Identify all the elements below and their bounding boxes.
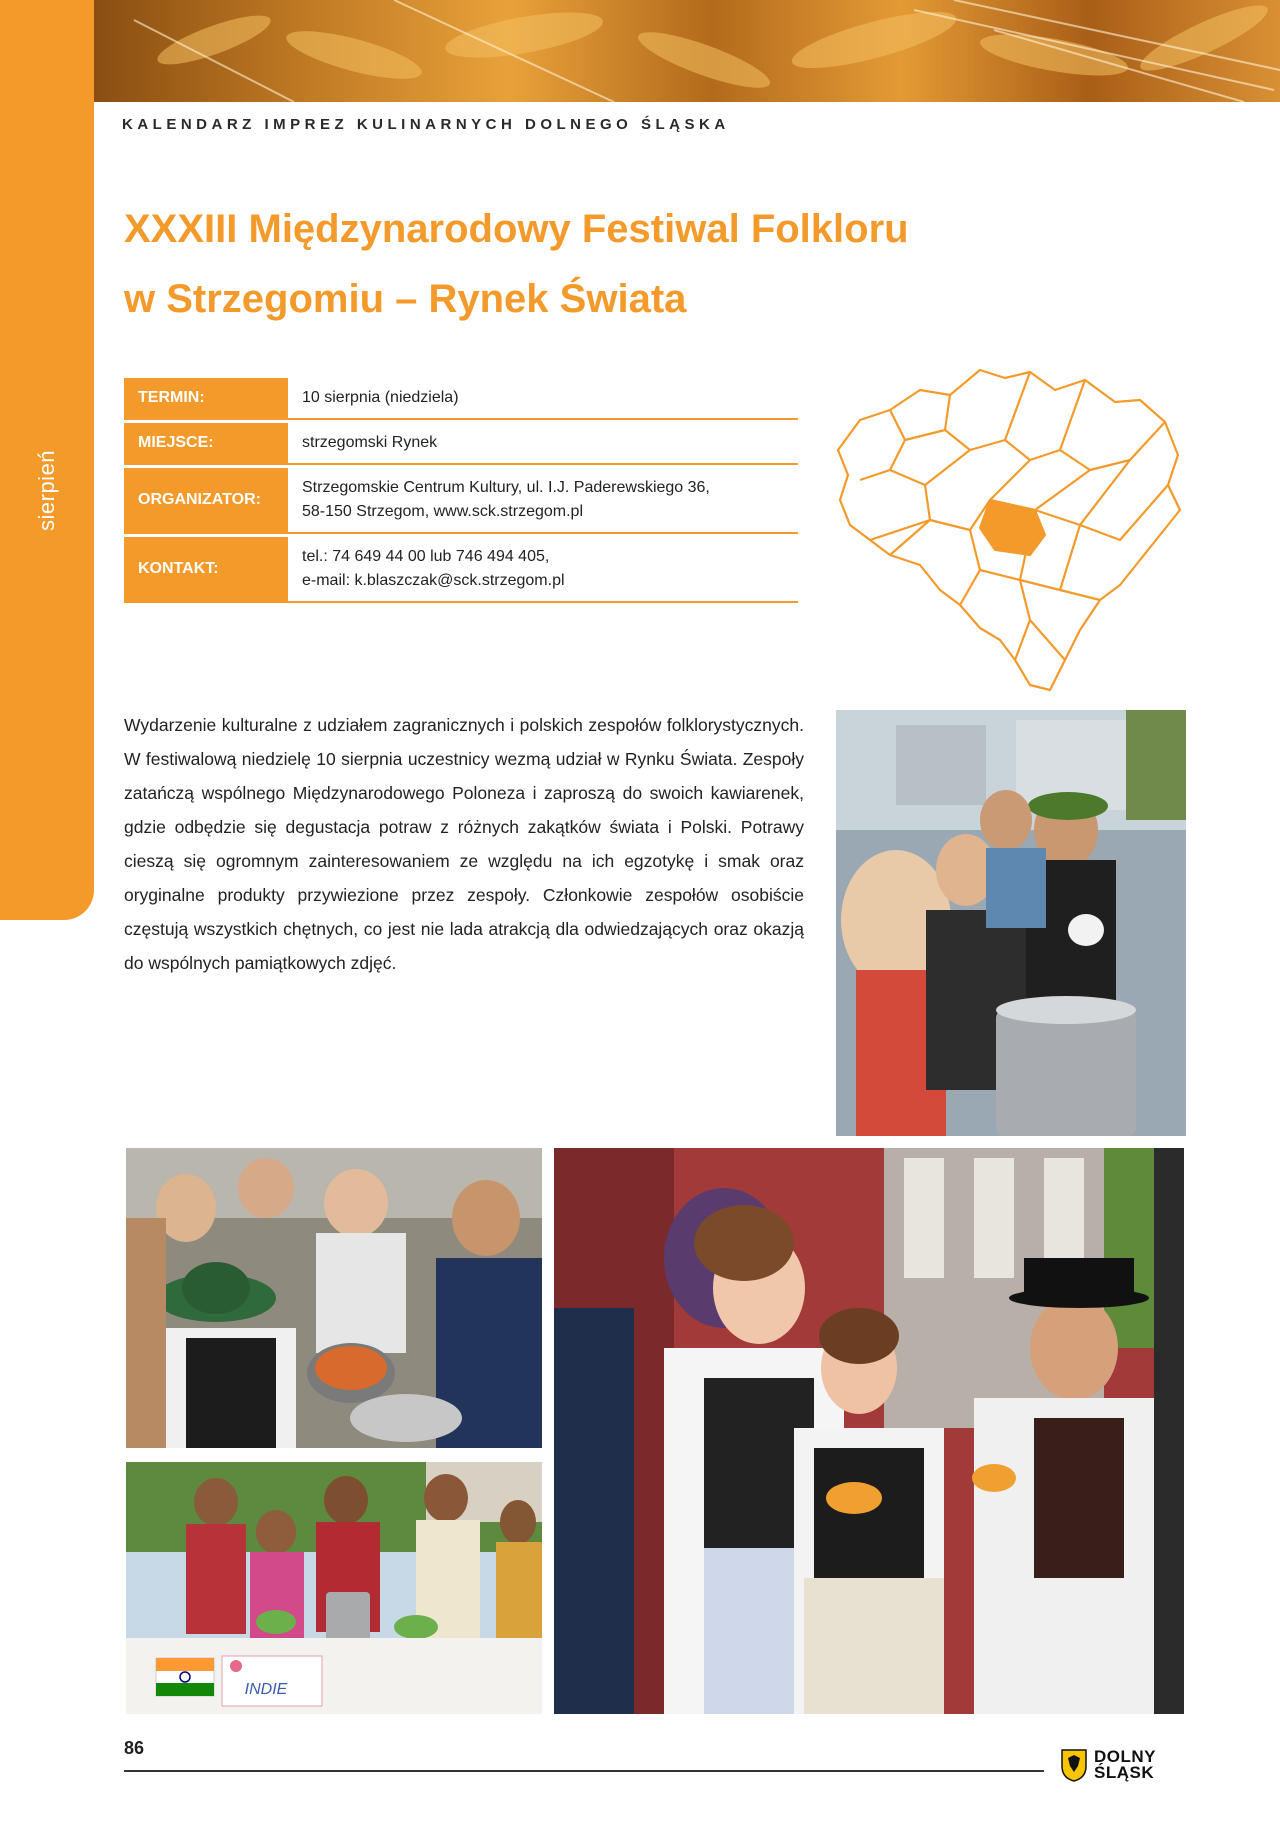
- termin-label: TERMIN:: [124, 378, 288, 418]
- logo-text: [1094, 1749, 1156, 1781]
- wheat-banner: [94, 0, 1280, 102]
- organizator-value: [288, 468, 710, 532]
- dolny-slask-logo: [1060, 1748, 1156, 1782]
- info-row-kontakt: [124, 537, 798, 603]
- photo-soup-tasting: [836, 710, 1186, 1136]
- organizator-label: ORGANIZATOR:: [124, 468, 288, 532]
- event-description: Wydarzenie kulturalne z udziałem zagranicznych i polskich zespołów folklorystycznych. W festiwalową niedzielę 10 sierpnia uczestnicy wezmą udział w Rynku Świata. Zespoły zatańczą wspólnego Międzynarodowego Poloneza i zaproszą do swoich kawiarenek, gdzie odbędzie się degustacja potraw z różnych zakątków świata i Polski. Potrawy cieszą się ogromnym zainteresowaniem ze względu na ich egzotykę i smak oraz oryginalne produkty przywiezione przez zespoły. Członkowie zespołów osobiście częstują wszystkich chętnych, co jest nie lada atrakcją dla odwiedzających oraz okazją do wspólnych pamiątkowych zdjęć.: [124, 715, 804, 973]
- event-title: [124, 194, 1024, 334]
- kontakt-email[interactable]: e-mail: k.blaszczak@sck.strzegom.pl: [302, 572, 565, 589]
- miejsce-label: MIEJSCE:: [124, 423, 288, 463]
- kontakt-phone: tel.: 74 649 44 00 lub 746 494 405,: [302, 548, 550, 565]
- info-row-termin: [124, 378, 798, 420]
- event-title-line2: w Strzegomiu – Rynek Świata: [124, 277, 687, 321]
- termin-value: 10 sierpnia (niedziela): [302, 389, 459, 406]
- highlighted-district: [980, 500, 1045, 555]
- logo-line1: DOLNY: [1094, 1747, 1156, 1766]
- event-title-line1: XXXIII Międzynarodowy Festiwal Folkloru: [124, 207, 909, 251]
- india-sign-text: INDIE: [244, 1681, 288, 1698]
- footer-divider: [124, 1770, 1044, 1772]
- logo-line2: ŚLĄSK: [1094, 1763, 1155, 1782]
- photo-green-hat-ladle: [126, 1148, 542, 1448]
- kontakt-label: KONTAKT:: [124, 537, 288, 601]
- organizator-address: Strzegomskie Centrum Kultury, ul. I.J. Paderewskiego 36,: [302, 479, 710, 496]
- region-map: [830, 360, 1190, 700]
- wheat-illustration: [94, 0, 1280, 102]
- miejsce-value: strzegomski Rynek: [302, 434, 438, 451]
- page-number: 86: [124, 1738, 145, 1758]
- eagle-shield-icon: [1060, 1748, 1088, 1782]
- info-row-miejsce: [124, 423, 798, 465]
- publication-kicker: KALENDARZ IMPREZ KULINARNYCH DOLNEGO ŚLĄSKA: [122, 116, 730, 133]
- organizator-city-web[interactable]: 58-150 Strzegom, www.sck.strzegom.pl: [302, 503, 583, 520]
- event-info-table: [124, 378, 798, 603]
- photo-folk-dancers: [554, 1148, 1184, 1714]
- month-label: sierpień: [34, 449, 59, 531]
- month-side-tab: [0, 0, 94, 920]
- photo-india-stand: [126, 1462, 542, 1714]
- info-row-organizator: [124, 468, 798, 534]
- kontakt-value: [288, 537, 565, 601]
